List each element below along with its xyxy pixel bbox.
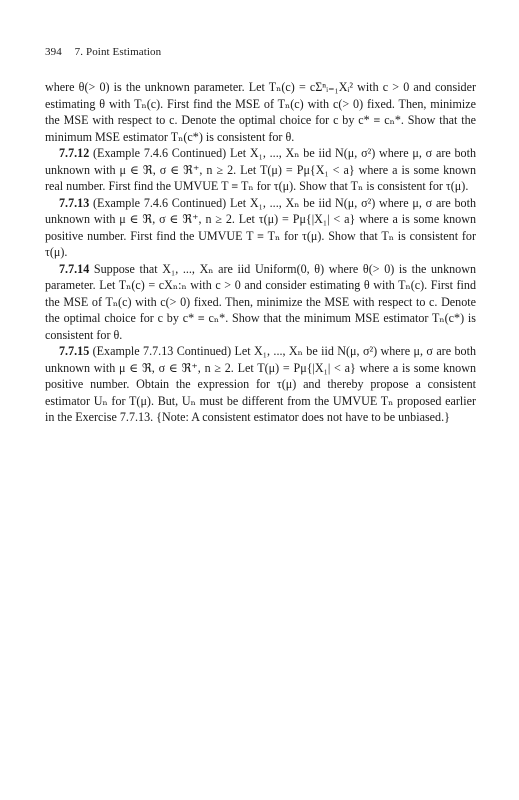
exercise-text: (Example 7.4.6 Continued) Let X₁, ..., Xₙ be iid N(μ, σ²) where μ, σ are both unknown with μ ∈ ℜ, σ ∈ ℜ⁺, n ≥ 2. Let T(μ) = Pμ{X₁ < a} where a is some known real number. First find the UMVUE T ≡ Tₙ for τ(μ). Show that Tₙ is consistent for τ(μ). [45,146,476,193]
paragraph-continuation [45,79,476,145]
body-text [45,79,476,426]
exercise-number: 7.7.14 [59,261,90,276]
exercise-number: 7.7.12 [59,146,90,160]
chapter-title: 7. Point Estimation [74,46,162,58]
paragraph-text: where θ(> 0) is the unknown parameter. Let Tₙ(c) = cΣⁿᵢ₌₁Xᵢ² with c > 0 and consider estimating θ with Tₙ(c). First find the MSE of Tₙ(c) with c(> 0) fixed. Then, minimize the MSE with respect to c. Denote the optimal choice for c by c* ≡ cₙ*. Show that the minimum MSE estimator Tₙ(c*) is consistent for θ. [45,80,476,144]
exercise-7-7-12 [45,145,476,195]
exercise-number: 7.7.13 [59,195,90,210]
exercise-text: Suppose that X₁, ..., Xₙ are iid Uniform(0, θ) where θ(> 0) is the unknown parameter. Let Tₙ(c) = cXₙ:ₙ with c > 0 and consider estimating θ with Tₙ(c). First find the MSE of Tₙ(c) with c(> 0) fixed. Then, minimize the MSE with respect to c. Denote the optimal choice for c by c* ≡ cₙ*. Show that the minimum MSE estimator Tₙ(c*) is consistent for θ. [45,261,476,342]
page-number: 394 [45,46,62,58]
exercise-7-7-13 [45,195,476,261]
running-header [45,46,161,58]
exercise-text: (Example 7.7.13 Continued) Let X₁, ..., Xₙ be iid N(μ, σ²) where μ, σ are both unknown with μ ∈ ℜ, σ ∈ ℜ⁺, n ≥ 2. Let T(μ) = Pμ{|X₁| < a} where a is some known positive number. Obtain the expression for τ(μ) and thereby propose a consistent estimator Uₙ for T(μ). But, Uₙ must be different from the UMVUE Tₙ proposed earlier in the Exercise 7.7.13. {Note: A consistent estimator does not have to be unbiased.} [45,344,476,424]
exercise-number: 7.7.15 [59,344,90,358]
exercise-text: (Example 7.4.6 Continued) Let X₁, ..., Xₙ be iid N(μ, σ²) where μ, σ are both unknown with μ ∈ ℜ, σ ∈ ℜ⁺, n ≥ 2. Let τ(μ) = Pμ{|X₁| < a} where a is some known positive number. First find the UMVUE T ≡ Tₙ for τ(μ). Show that Tₙ is consistent for τ(μ). [45,195,476,259]
exercise-7-7-14 [45,261,476,344]
exercise-7-7-15 [45,343,476,426]
